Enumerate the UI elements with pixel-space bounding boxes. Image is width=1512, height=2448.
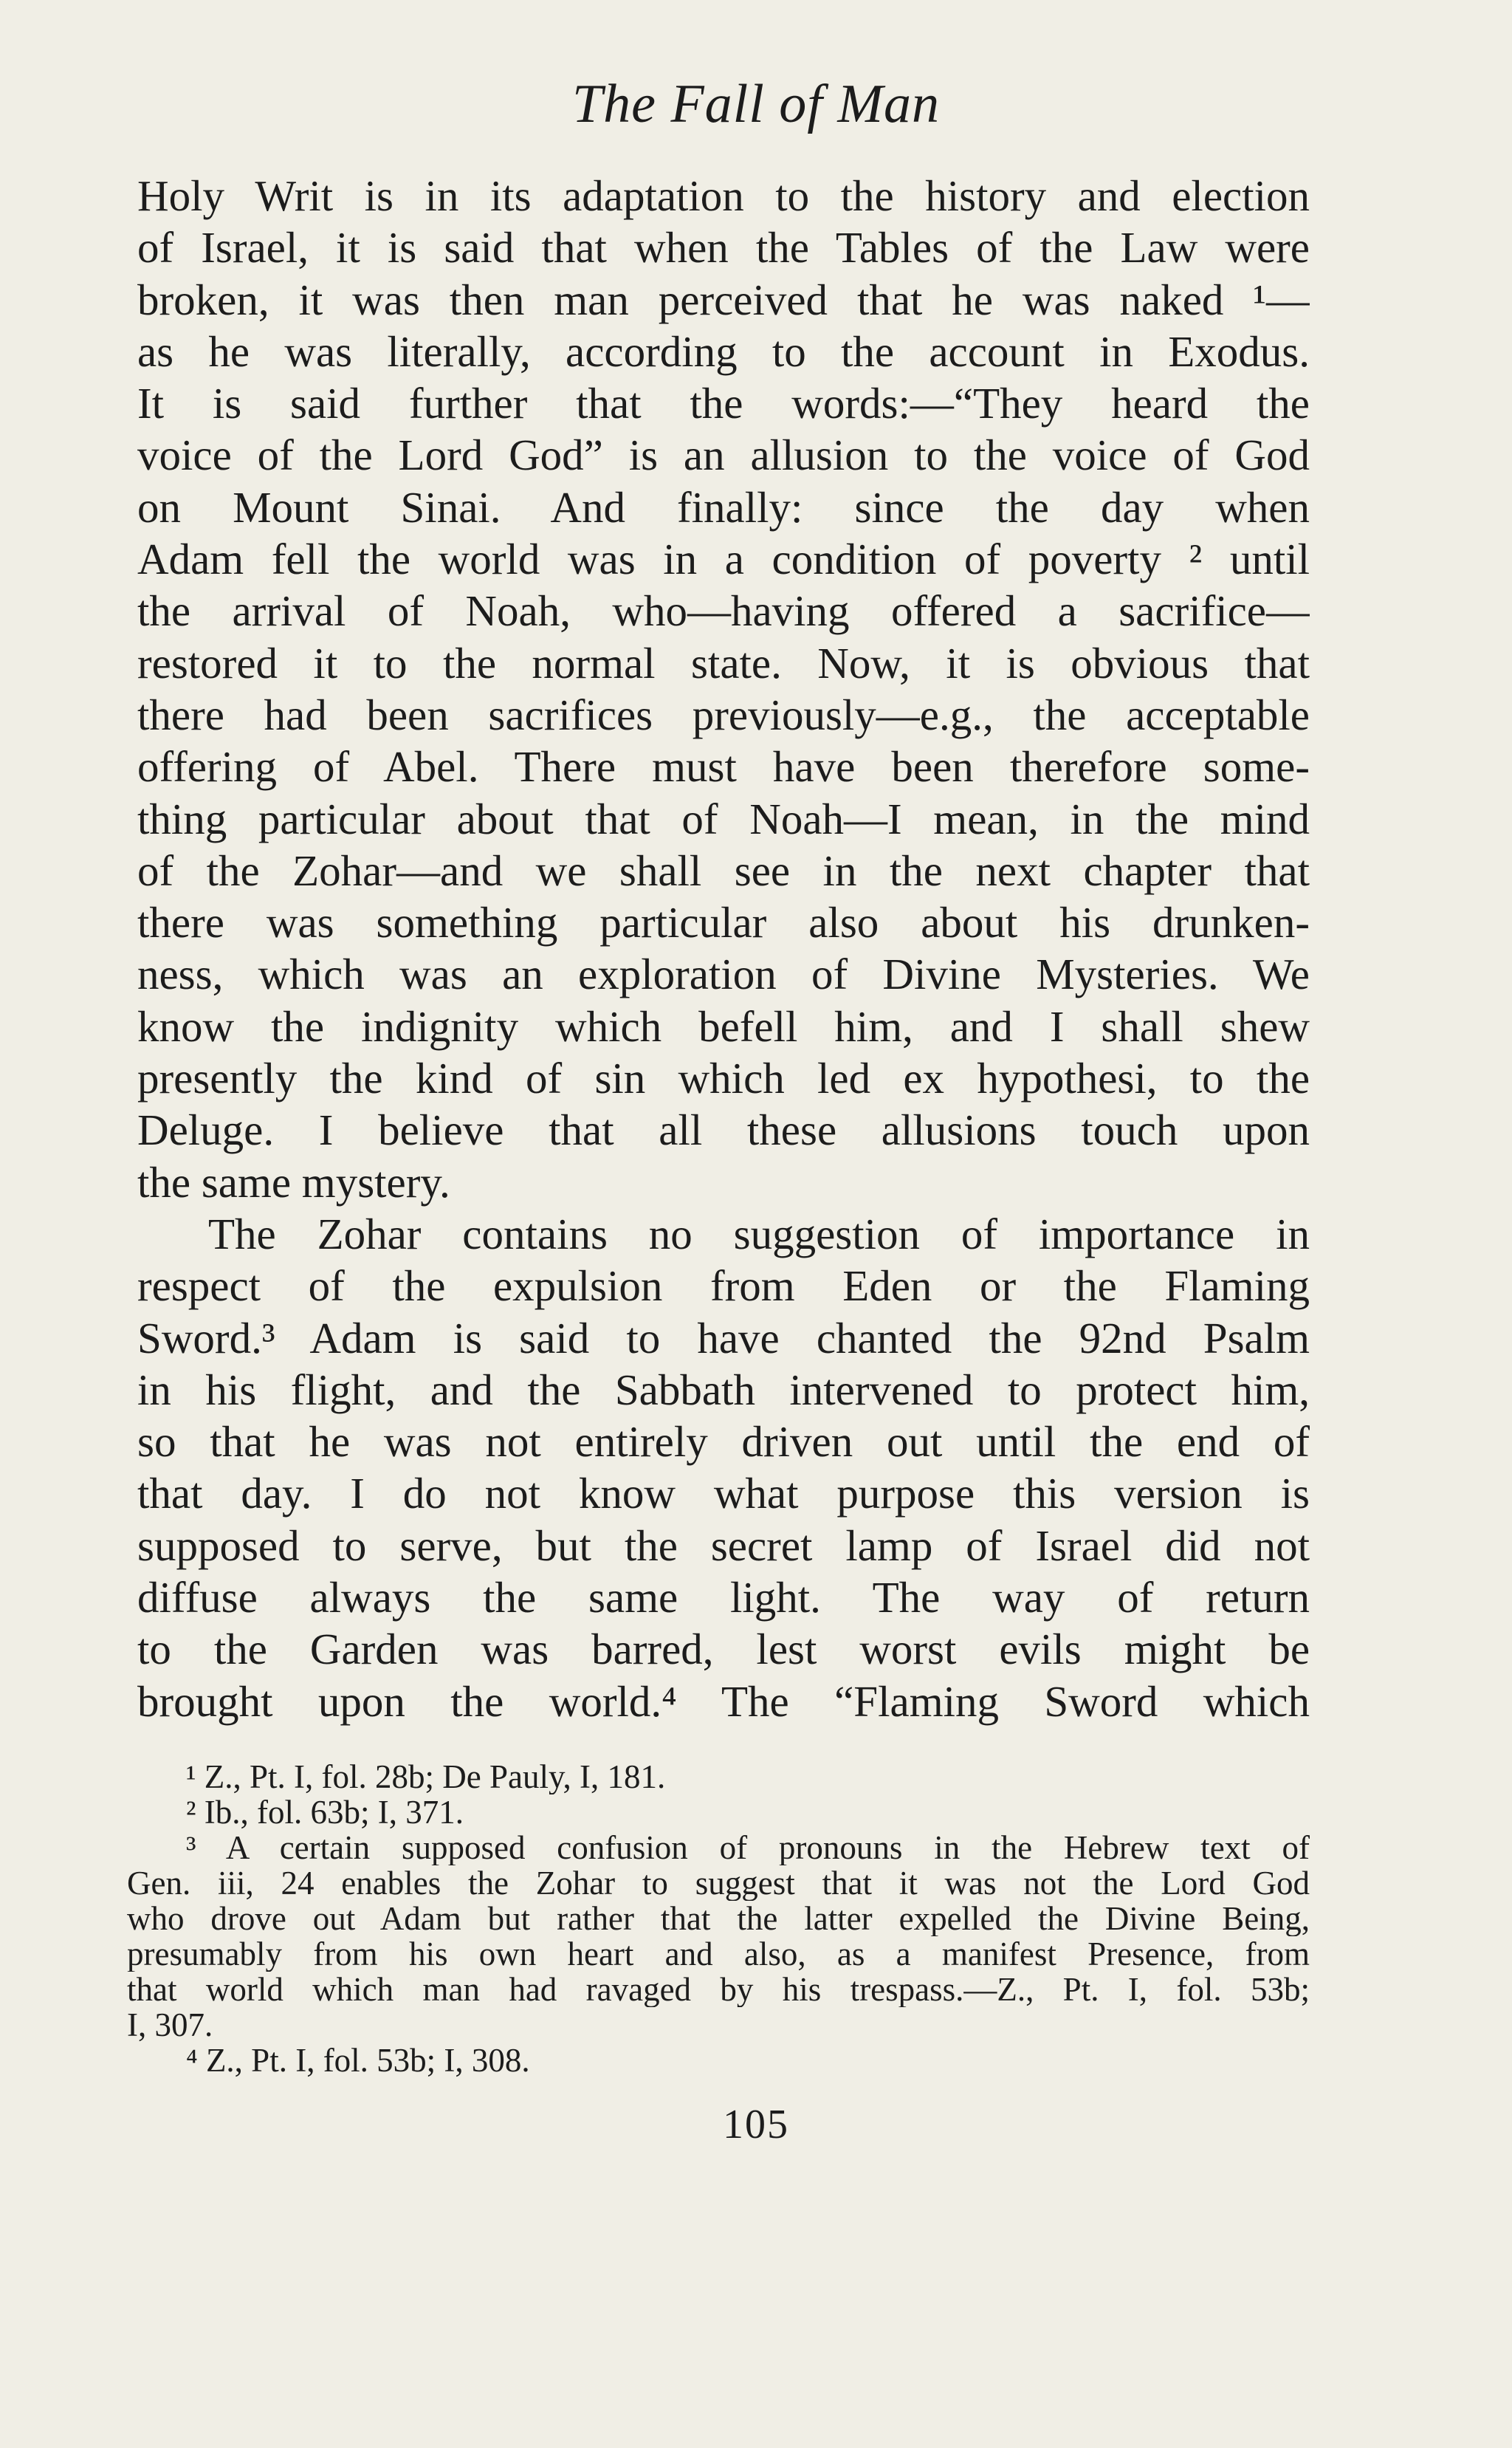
page-number: 105	[723, 2102, 789, 2147]
text-line: respect of the expulsion from Eden or the Flaming	[137, 1261, 1310, 1311]
footnote-2: ² Ib., fol. 63b; I, 371.	[186, 1794, 464, 1830]
text-line: offering of Abel. There must have been therefore some-	[137, 742, 1310, 792]
text-line: on Mount Sinai. And finally: since the day when	[137, 482, 1310, 532]
paragraph-end-line: the same mystery.	[137, 1157, 450, 1207]
text-line: Deluge. I believe that all these allusions touch upon	[137, 1105, 1310, 1155]
text-line: of the Zohar—and we shall see in the next chapter that	[137, 846, 1310, 895]
text-line: of Israel, it is said that when the Tables of the Law were	[137, 223, 1310, 272]
paragraph-start-line: The Zohar contains no suggestion of importance in	[208, 1209, 1310, 1258]
text-line: ness, which was an exploration of Divine Mysteries. We	[137, 950, 1310, 999]
footnote-line: Gen. iii, 24 enables the Zohar to suggest that it was not the Lord God	[127, 1865, 1310, 1901]
text-line: It is said further that the words:—“They heard the	[137, 379, 1310, 428]
text-line: so that he was not entirely driven out until the end of	[137, 1417, 1310, 1467]
text-line: brought upon the world.⁴ The “Flaming Sword which	[137, 1676, 1310, 1726]
text-line: in his flight, and the Sabbath intervened to protect him,	[137, 1365, 1310, 1414]
text-line: there had been sacrifices previously—e.g., the acceptable	[137, 690, 1310, 739]
text-line: restored it to the normal state. Now, it is obvious that	[137, 638, 1310, 688]
text-line: voice of the Lord God” is an allusion to the voice of God	[137, 431, 1310, 480]
text-line: to the Garden was barred, lest worst evils might be	[137, 1625, 1310, 1674]
footnote-4: ⁴ Z., Pt. I, fol. 53b; I, 308.	[186, 2043, 530, 2078]
running-title: The Fall of Man	[571, 74, 941, 134]
footnotes	[127, 1759, 1310, 2078]
text-line: broken, it was then man perceived that he was naked ¹—	[137, 275, 1310, 324]
footnote-line: who drove out Adam but rather that the latter expelled the Divine Being,	[127, 1901, 1310, 1936]
text-line: supposed to serve, but the secret lamp of Israel did not	[137, 1520, 1310, 1570]
footnote-line: that world which man had ravaged by his trespass.—Z., Pt. I, fol. 53b;	[127, 1972, 1310, 2007]
text-line: Holy Writ is in its adaptation to the history and election	[137, 171, 1310, 220]
text-line: Sword.³ Adam is said to have chanted the 92nd Psalm	[137, 1313, 1310, 1362]
text-line: that day. I do not know what purpose this version is	[137, 1469, 1310, 1518]
main-text-block	[137, 170, 1310, 1727]
text-line: know the indignity which befell him, and I shall shew	[137, 1001, 1310, 1051]
text-line: there was something particular also about his drunken-	[137, 898, 1310, 947]
footnote-line: I, 307.	[127, 2007, 213, 2043]
text-line: diffuse always the same light. The way of return	[137, 1573, 1310, 1622]
text-line: presently the kind of sin which led ex hypothesi, to the	[137, 1054, 1310, 1103]
text-line: the arrival of Noah, who—having offered a sacrifice—	[137, 586, 1310, 636]
footnote-3: ³ A certain supposed confusion of pronouns in the Hebrew text of	[186, 1830, 1310, 1865]
footnote-1: ¹ Z., Pt. I, fol. 28b; De Pauly, I, 181.	[186, 1759, 666, 1794]
text-line: Adam fell the world was in a condition of poverty ² until	[137, 535, 1310, 584]
text-line: as he was literally, according to the account in Exodus.	[137, 326, 1310, 376]
footnote-line: presumably from his own heart and also, as a manifest Presence, from	[127, 1936, 1310, 1972]
text-line: thing particular about that of Noah—I mean, in the mind	[137, 794, 1310, 843]
